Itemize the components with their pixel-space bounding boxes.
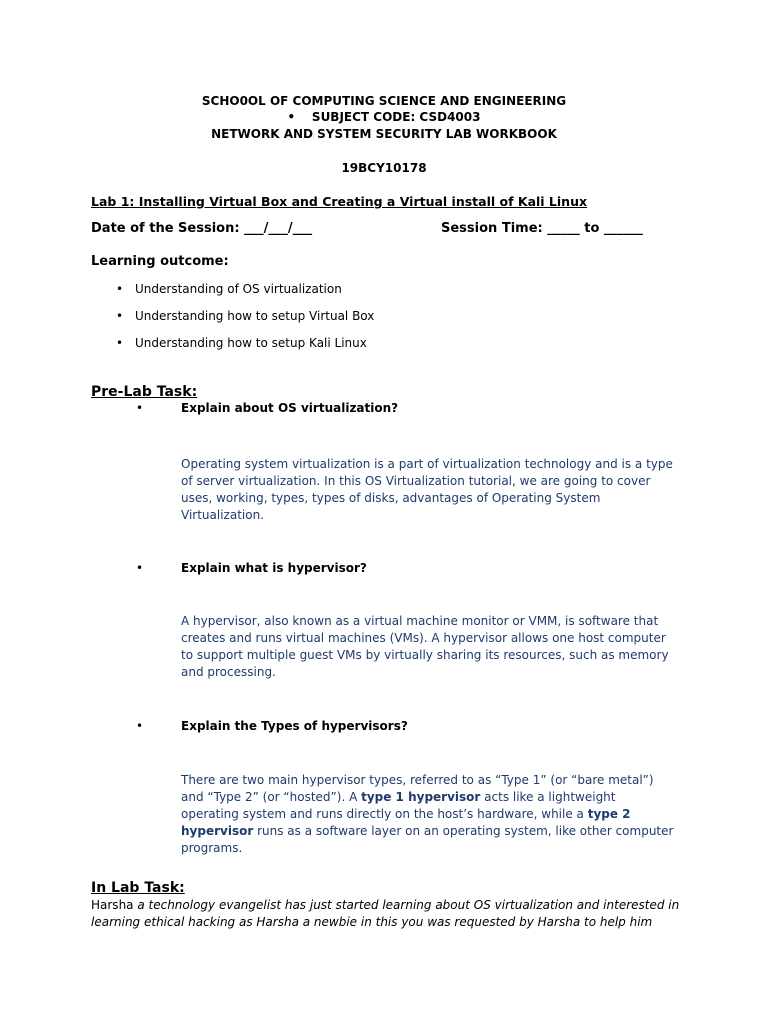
subject-code-bullet: • — [287, 110, 296, 124]
learning-bullet-1: • — [116, 282, 124, 296]
registration-number: 19BCY10178 — [341, 161, 427, 175]
learning-outcome-heading: Learning outcome: — [91, 254, 229, 269]
prelab-heading: Pre-Lab Task: — [91, 384, 198, 400]
learning-bullet-3: • — [116, 336, 124, 350]
inlab-text: a technology evangelist has just started learning about OS virtualization and interested in learning ethical hacking as Harsha a newbie in this you was requested by Harsha to help him — [91, 898, 680, 929]
lab-title: Lab 1: Installing Virtual Box and Creating a Virtual install of Kali Linux — [91, 194, 588, 209]
prelab-question-2: Explain what is hypervisor? — [181, 561, 367, 575]
inlab-name: Harsha — [91, 898, 134, 912]
subject-code-line — [0, 110, 768, 124]
answer-3-part-1: There are two main hypervisor types, referred to as “Type 1” (or “bare metal”) and “Type 2” (or “hosted”). A — [181, 773, 654, 804]
learning-item-2: Understanding how to setup Virtual Box — [135, 309, 375, 323]
answer-3-part-3: runs as a software layer on an operating system, like other computer programs. — [181, 824, 674, 855]
prelab-question-3: Explain the Types of hypervisors? — [181, 719, 408, 733]
prelab-question-1: Explain about OS virtualization? — [181, 401, 399, 415]
school-name: SCHO0OL OF COMPUTING SCIENCE AND ENGINEERING — [201, 94, 567, 108]
workbook-title: NETWORK AND SYSTEM SECURITY LAB WORKBOOK — [211, 127, 557, 141]
type2-hypervisor-term: type 2 hypervisor — [181, 807, 631, 838]
prelab-answer-1: Operating system virtualization is a part of virtualization technology and is a type of server virtualization. In this OS Virtualization tutorial, we are going to cover uses, working, types, types of disks, advantages of Operating System Virtualization. — [181, 457, 673, 522]
prelab-bullet-3: • — [136, 719, 144, 733]
prelab-answer-3 — [181, 772, 676, 857]
type1-hypervisor-term: type 1 hypervisor — [361, 790, 481, 804]
learning-bullet-2: • — [116, 309, 124, 323]
session-time-label: Session Time: _____ to ______ — [441, 221, 643, 236]
inlab-heading: In Lab Task: — [91, 880, 185, 896]
prelab-answer-2: A hypervisor, also known as a virtual machine monitor or VMM, is software that creates and runs virtual machines (VMs). A hypervisor allows one host computer to support multiple guest VMs by virtually sharing its resources, such as memory and processing. — [181, 614, 669, 679]
prelab-bullet-1: • — [136, 401, 144, 415]
prelab-bullet-2: • — [136, 561, 144, 575]
learning-item-3: Understanding how to setup Kali Linux — [135, 336, 367, 350]
inlab-scenario — [91, 897, 681, 931]
session-date-label: Date of the Session: ___/___/___ — [91, 221, 313, 236]
subject-code: SUBJECT CODE: CSD4003 — [311, 110, 481, 124]
answer-3-part-2: acts like a lightweight operating system and runs directly on the host’s hardware, while a — [181, 790, 616, 821]
learning-item-1: Understanding of OS virtualization — [135, 282, 342, 296]
